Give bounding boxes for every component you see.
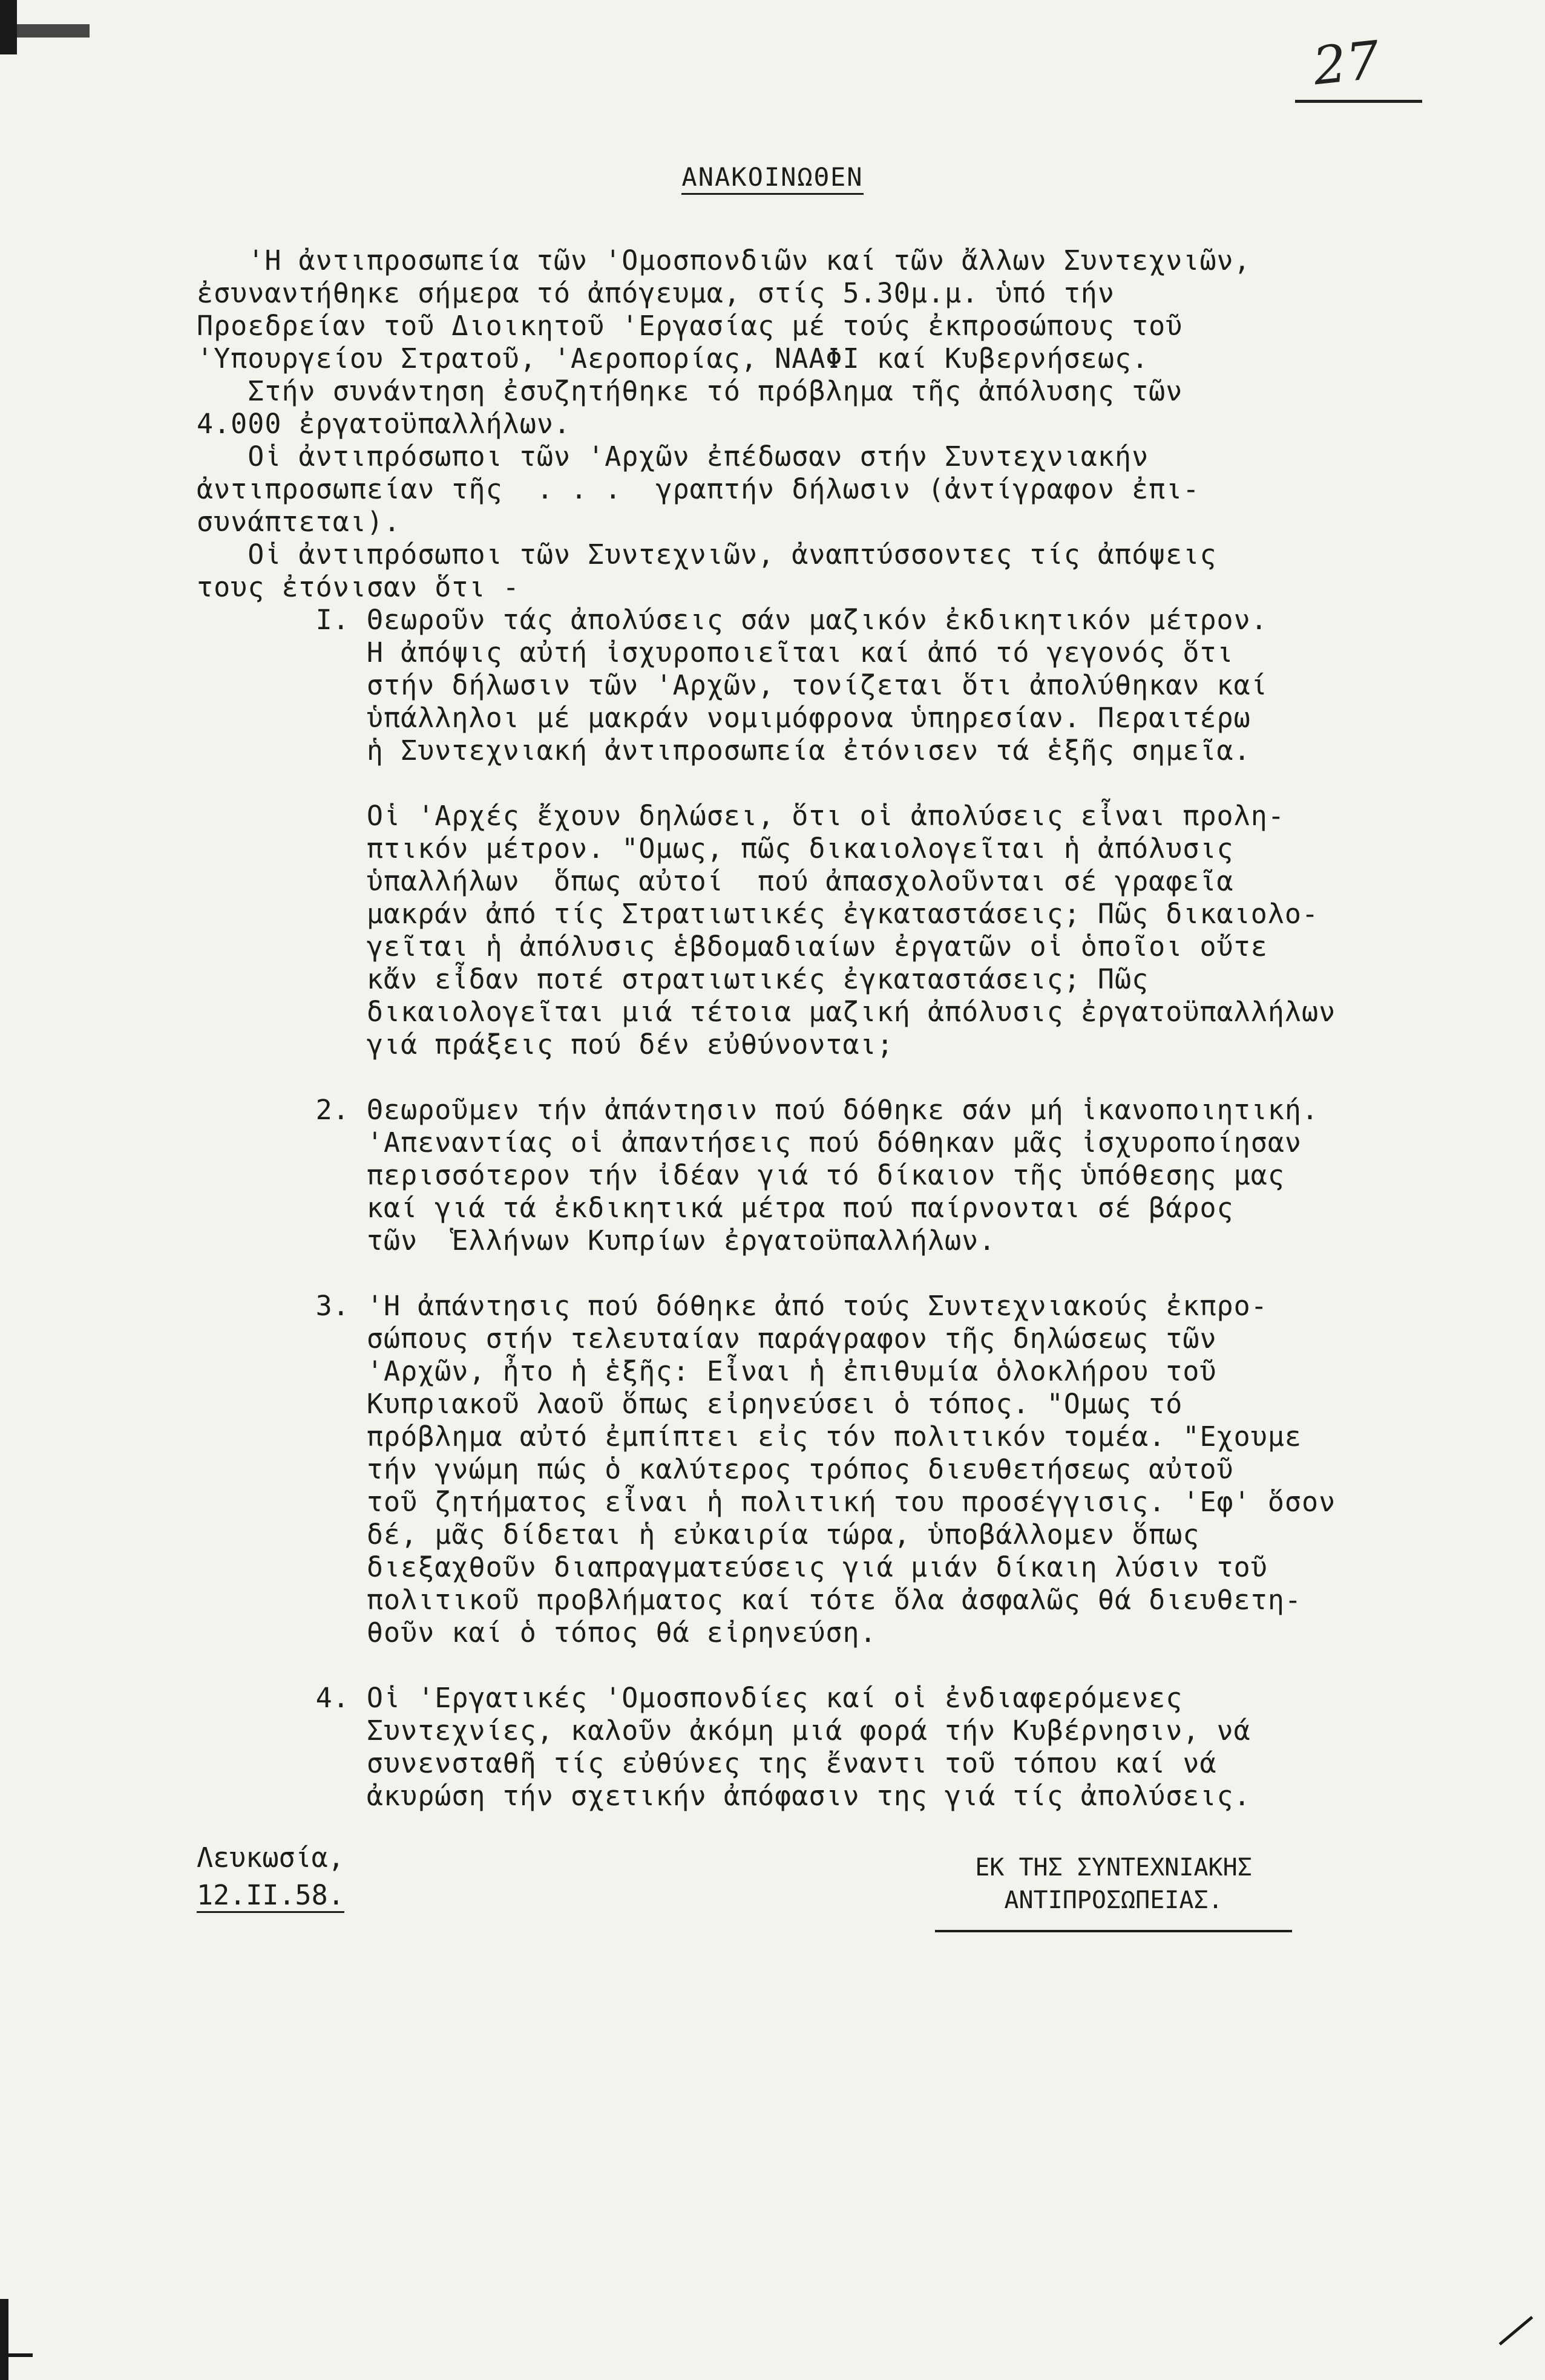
signatory-block: [932, 1851, 1295, 1917]
text-line: Συντεχνίες, καλοῦν ἀκόμη μιά φορά τήν Κυβέρνησιν, νά: [197, 1715, 1251, 1747]
text-line: ἀντιπροσωπείαν τῆς . . . γραπτήν δήλωσιν (ἀντίγραφον ἐπι-: [197, 473, 1200, 505]
text-line: 'Η ἀντιπροσωπεία τῶν 'Ομοσπονδιῶν καί τῶν ἄλλων Συντεχνιῶν,: [197, 244, 1251, 276]
text-line: καί γιά τά ἐκδικητικά μέτρα πού παίρνονται σέ βάρος: [197, 1192, 1234, 1224]
folio-number: 27: [1310, 30, 1383, 97]
signature-rule: [935, 1930, 1292, 1932]
signature-place-date: [197, 1839, 344, 1914]
scan-edge-mark: [0, 2299, 8, 2380]
text-line: τους ἐτόνισαν ὅτι -: [197, 571, 520, 603]
text-line: περισσότερον τήν ἰδέαν γιά τό δίκαιον τῆς ὑπόθεσης μας: [197, 1159, 1285, 1191]
document-title-text: ΑΝΑΚΟΙΝΩΘΕΝ: [681, 162, 863, 195]
text-line: γιά πράξεις πού δέν εὐθύνονται;: [197, 1028, 894, 1061]
text-line: σώπους στήν τελευταίαν παράγραφον τῆς δηλώσεως τῶν: [197, 1322, 1217, 1355]
text-line: Οἱ 'Αρχές ἔχουν δηλώσει, ὅτι οἱ ἀπολύσεις εἶναι προλη-: [197, 800, 1285, 832]
text-line: ὑπάλληλοι μέ μακράν νομιμόφρονα ὑπηρεσίαν. Περαιτέρω: [197, 702, 1251, 734]
text-line: θοῦν καί ὁ τόπος θά εἰρηνεύση.: [197, 1617, 877, 1649]
text-line: 'Αρχῶν, ἦτο ἡ ἑξῆς: Εἶναι ἡ ἐπιθυμία ὁλοκλήρου τοῦ: [197, 1355, 1217, 1387]
text-line: γεῖται ἡ ἀπόλυσις ἑβδομαδιαίων ἐργατῶν οἱ ὁποῖοι οὔτε: [197, 930, 1268, 963]
scan-edge-mark: [5, 24, 90, 38]
folio-underline: [1295, 100, 1422, 103]
document-title: [0, 162, 1545, 192]
text-line: τήν γνώμη πώς ὁ καλύτερος τρόπος διευθετήσεως αὐτοῦ: [197, 1453, 1234, 1485]
text-line: στήν δήλωσιν τῶν 'Αρχῶν, τονίζεται ὅτι ἀπολύθηκαν καί: [197, 669, 1268, 701]
scan-edge-mark: [8, 2353, 33, 2357]
text-line: I. Θεωροῦν τάς ἀπολύσεις σάν μαζικόν ἐκδικητικόν μέτρον.: [197, 604, 1268, 636]
scan-corner-mark: [1499, 2316, 1534, 2346]
text-line: συνάπτεται).: [197, 506, 401, 538]
text-line: 2. Θεωροῦμεν τήν ἀπάντησιν πού δόθηκε σάν μή ἱκανοποιητική.: [197, 1094, 1319, 1126]
text-line: 4.000 ἐργατοϋπαλλήλων.: [197, 408, 571, 440]
text-line: 'Υπουργείου Στρατοῦ, 'Αεροπορίας, ΝΑΑΦΙ καί Κυβερνήσεως.: [197, 342, 1149, 374]
text-line: κἄν εἶδαν ποτέ στρατιωτικές ἐγκαταστάσεις; Πῶς: [197, 963, 1149, 995]
signature-place: Λευκωσία,: [197, 1842, 344, 1874]
text-line: πρόβλημα αὐτό ἐμπίπτει εἰς τόν πολιτικόν τομέα. "Εχουμε: [197, 1420, 1302, 1453]
text-line: πολιτικοῦ προβλήματος καί τότε ὅλα ἀσφαλῶς θά διευθετη-: [197, 1584, 1302, 1616]
text-line: 3. 'Η ἀπάντησις πού δόθηκε ἀπό τούς Συντεχνιακούς ἐκπρο-: [197, 1290, 1268, 1322]
text-line: Κυπριακοῦ λαοῦ ὅπως εἰρηνεύσει ὁ τόπος. "Ομως τό: [197, 1388, 1183, 1420]
text-line: δικαιολογεῖται μιά τέτοια μαζική ἀπόλυσις ἐργατοϋπαλλήλων: [197, 996, 1336, 1028]
text-line: 'Απεναντίας οἱ ἀπαντήσεις πού δόθηκαν μᾶς ἰσχυροποίησαν: [197, 1126, 1302, 1159]
text-line: ἐσυναντήθηκε σήμερα τό ἀπόγευμα, στίς 5.30μ.μ. ὑπό τήν: [197, 277, 1115, 309]
text-line: Στήν συνάντηση ἐσυζητήθηκε τό πρόβλημα τῆς ἀπόλυσης τῶν: [197, 375, 1183, 407]
text-line: ὑπαλλήλων ὅπως αὐτοί πού ἀπασχολοῦνται σέ γραφεῖα: [197, 865, 1234, 897]
text-line: 4. Οἱ 'Εργατικές 'Ομοσπονδίες καί οἱ ἐνδιαφερόμενες: [197, 1682, 1183, 1714]
signatory-line-2: ΑΝΤΙΠΡΟΣΩΠΕΙΑΣ.: [1004, 1886, 1223, 1914]
text-line: πτικόν μέτρον. "Ομως, πῶς δικαιολογεῖται ἡ ἀπόλυσις: [197, 832, 1234, 865]
text-line: τοῦ ζητήματος εἶναι ἡ πολιτική του προσέγγισις. 'Εφ' ὅσον: [197, 1486, 1336, 1518]
text-line: Οἱ ἀντιπρόσωποι τῶν Συντεχνιῶν, ἀναπτύσσοντες τίς ἀπόψεις: [197, 538, 1217, 570]
text-line: συνενσταθῆ τίς εὐθύνες της ἔναντι τοῦ τόπου καί νά: [197, 1747, 1217, 1779]
text-line: Προεδρείαν τοῦ Διοικητοῦ 'Εργασίας μέ τούς ἐκπροσώπους τοῦ: [197, 310, 1183, 342]
text-line: τῶν Ἑλλήνων Κυπρίων ἐργατοϋπαλλήλων.: [197, 1224, 996, 1257]
text-line: ἀκυρώση τήν σχετικήν ἀπόφασιν της γιά τίς ἀπολύσεις.: [197, 1780, 1251, 1812]
signatory-line-1: ΕΚ ΤΗΣ ΣΥΝΤΕΧΝΙΑΚΗΣ: [975, 1854, 1252, 1881]
text-line: μακράν ἀπό τίς Στρατιωτικές ἐγκαταστάσεις; Πῶς δικαιολο-: [197, 898, 1319, 930]
text-line: ἡ Συντεχνιακή ἀντιπροσωπεία ἐτόνισεν τά ἑξῆς σημεῖα.: [197, 734, 1251, 767]
text-line: δέ, μᾶς δίδεται ἡ εὐκαιρία τώρα, ὑποβάλλομεν ὅπως: [197, 1519, 1200, 1551]
text-line: Οἱ ἀντιπρόσωποι τῶν 'Αρχῶν ἐπέδωσαν στήν Συντεχνιακήν: [197, 440, 1149, 472]
text-line: διεξαχθοῦν διαπραγματεύσεις γιά μιάν δίκαιη λύσιν τοῦ: [197, 1551, 1268, 1583]
signature-date: 12.II.58.: [197, 1879, 344, 1913]
text-line: Η ἀπόψις αὐτή ἰσχυροποιεῖται καί ἀπό τό γεγονός ὅτι: [197, 636, 1234, 669]
